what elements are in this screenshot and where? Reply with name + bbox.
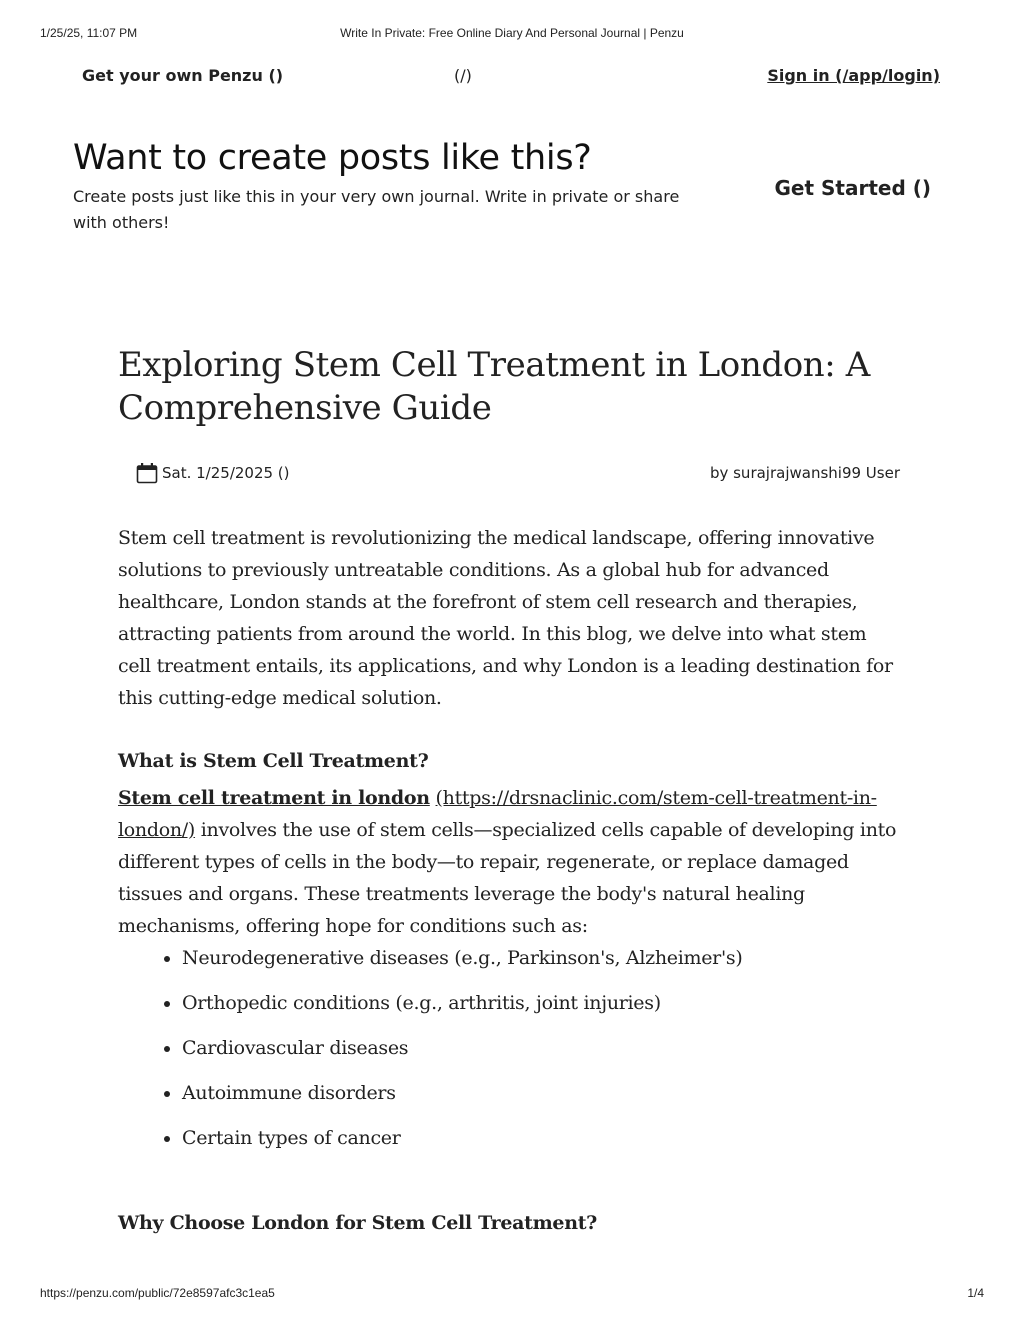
promo-banner: [73, 132, 953, 236]
post-date: [136, 462, 290, 484]
print-url: https://penzu.com/public/72e8597afc3c1ea5: [40, 1286, 275, 1300]
list-item: • Cardiovascular diseases: [182, 1032, 904, 1064]
what-paragraph-text: involves the use of stem cells—specialized cells capable of developing into different types of cells in the body—to repair, regenerate, or replace damaged tissues and organs. These treatments leverage the body's natural healing mechanisms, offering hope for conditions such as:: [118, 819, 897, 937]
home-link[interactable]: (/): [454, 66, 472, 85]
what-paragraph: [118, 782, 904, 942]
page-number: 1/4: [967, 1286, 984, 1300]
list-item: • Neurodegenerative diseases (e.g., Parkinson's, Alzheimer's): [182, 942, 904, 974]
get-own-penzu-link[interactable]: Get your own Penzu (): [82, 66, 284, 85]
post-author: by surajrajwanshi99 User: [709, 464, 900, 482]
print-footer: [0, 1286, 1024, 1302]
article-title: Exploring Stem Cell Treatment in London: A Comprehensive Guide: [118, 345, 870, 428]
conditions-list: [118, 942, 904, 1154]
intro-paragraph: Stem cell treatment is revolutionizing the medical landscape, offering innovative solutions to previously untreatable conditions. As a global hub for advanced healthcare, London stands at the forefront of stem cell research and therapies, attracting patients from around the world. In this blog, we delve into what stem cell treatment entails, its applications, and why London is a leading destination for this cutting-edge medical solution.: [118, 527, 893, 709]
print-header: [0, 26, 1024, 42]
sign-in-link[interactable]: Sign in (/app/login): [767, 66, 940, 85]
stem-cell-treatment-url[interactable]: (https://drsnaclinic.com/stem-cell-treatment-in-london/): [118, 787, 877, 841]
promo-title: Want to create posts like this?: [73, 138, 592, 178]
heading-why-london: Why Choose London for Stem Cell Treatment?: [118, 1212, 598, 1234]
list-item: • Autoimmune disorders: [182, 1077, 904, 1109]
stem-cell-treatment-link[interactable]: Stem cell treatment in london: [118, 787, 430, 809]
top-nav: [0, 66, 1024, 90]
print-page-title: Write In Private: Free Online Diary And Personal Journal | Penzu: [340, 26, 684, 40]
heading-what-is: What is Stem Cell Treatment?: [118, 750, 429, 772]
print-datetime: 1/25/25, 11:07 PM: [40, 26, 138, 40]
list-item: • Certain types of cancer: [182, 1122, 904, 1154]
article: [118, 344, 904, 1238]
get-started-button[interactable]: Get Started (): [774, 176, 931, 200]
list-item: • Orthopedic conditions (e.g., arthritis, joint injuries): [182, 987, 904, 1019]
article-meta: [118, 462, 904, 490]
post-date-text: Sat. 1/25/2025 (): [162, 464, 290, 482]
calendar-icon: [136, 462, 158, 484]
promo-text: Create posts just like this in your very own journal. Write in private or share with others!: [73, 187, 680, 232]
